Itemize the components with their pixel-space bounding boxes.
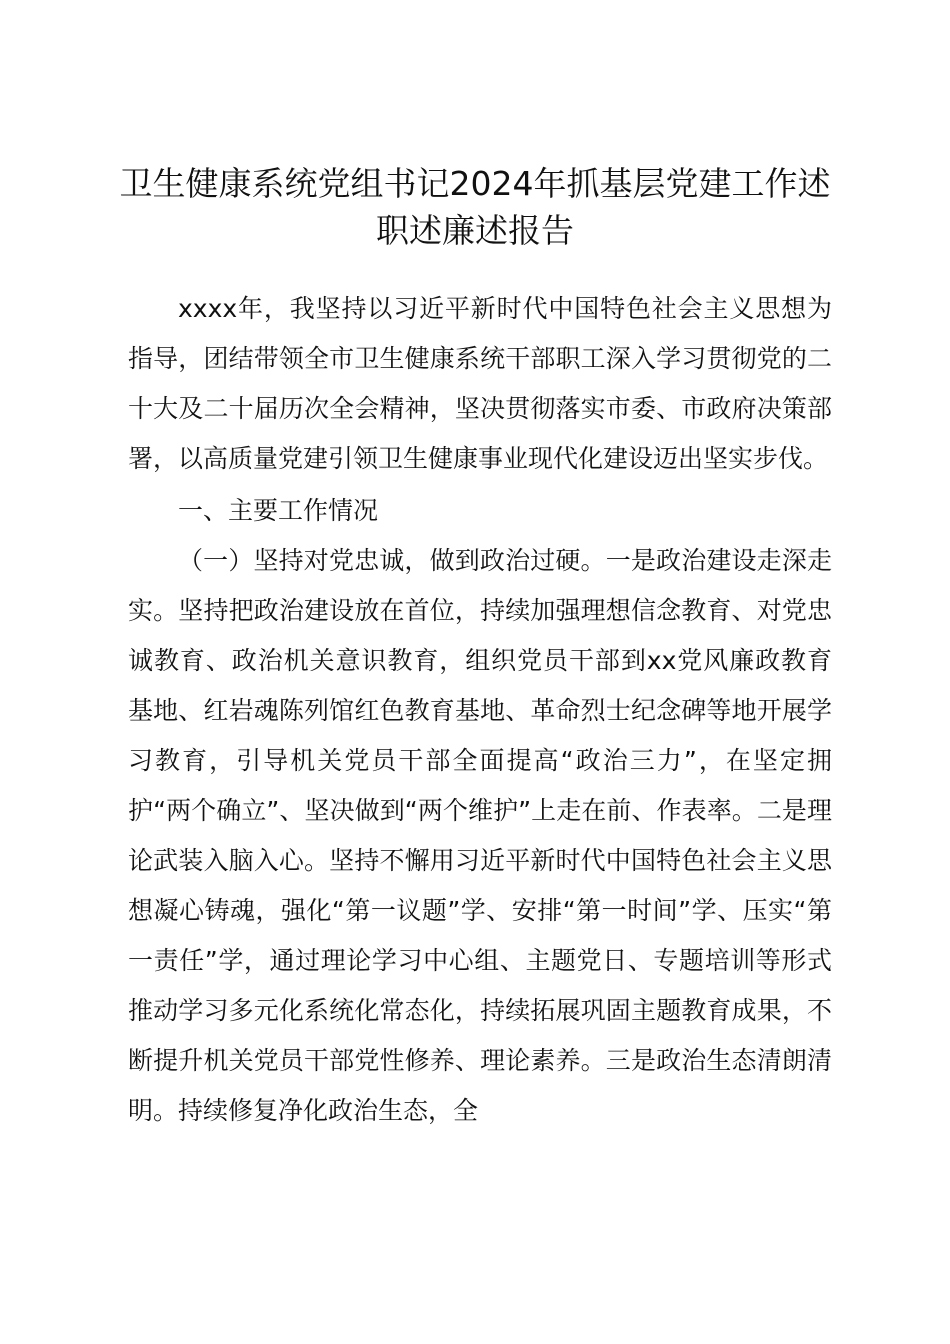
section-paragraph: （一）坚持对党忠诚，做到政治过硬。一是政治建设走深走实。坚持把政治建设放在首位，持续加强理想信念教育、对党忠诚教育、政治机关意识教育，组织党员干部到xx党风廉政教育基地、红岩魂陈列馆红色教育基地、革命烈士纪念碑等地开展学习教育，引导机关党员干部全面提高“政治三力”，在坚定拥护“两个确立”、坚决做到“两个维护”上走在前、作表率。二是理论武装入脑入心。坚持不懈用习近平新时代中国特色社会主义思想凝心铸魂，强化“第一议题”学、安排“第一时间”学、压实“第一责任”学，通过理论学习中心组、主题党日、专题培训等形式推动学习多元化系统化常态化，持续拓展巩固主题教育成果，不断提升机关党员干部党性修养、理论素养。三是政治生态清朗清明。持续修复净化政治生态，全	[128, 546, 832, 1125]
document-body	[128, 284, 832, 1136]
intro-paragraph: xxxx年，我坚持以习近平新时代中国特色社会主义思想为指导，团结带领全市卫生健康系统干部职工深入学习贯彻党的二十大及二十届历次全会精神，坚决贯彻落实市委、市政府决策部署，以高质量党建引领卫生健康事业现代化建设迈出坚实步伐。	[128, 294, 832, 473]
section-heading: 一、主要工作情况	[178, 496, 379, 525]
document-title: 卫生健康系统党组书记2024年抓基层党建工作述职述廉述报告	[119, 164, 831, 250]
